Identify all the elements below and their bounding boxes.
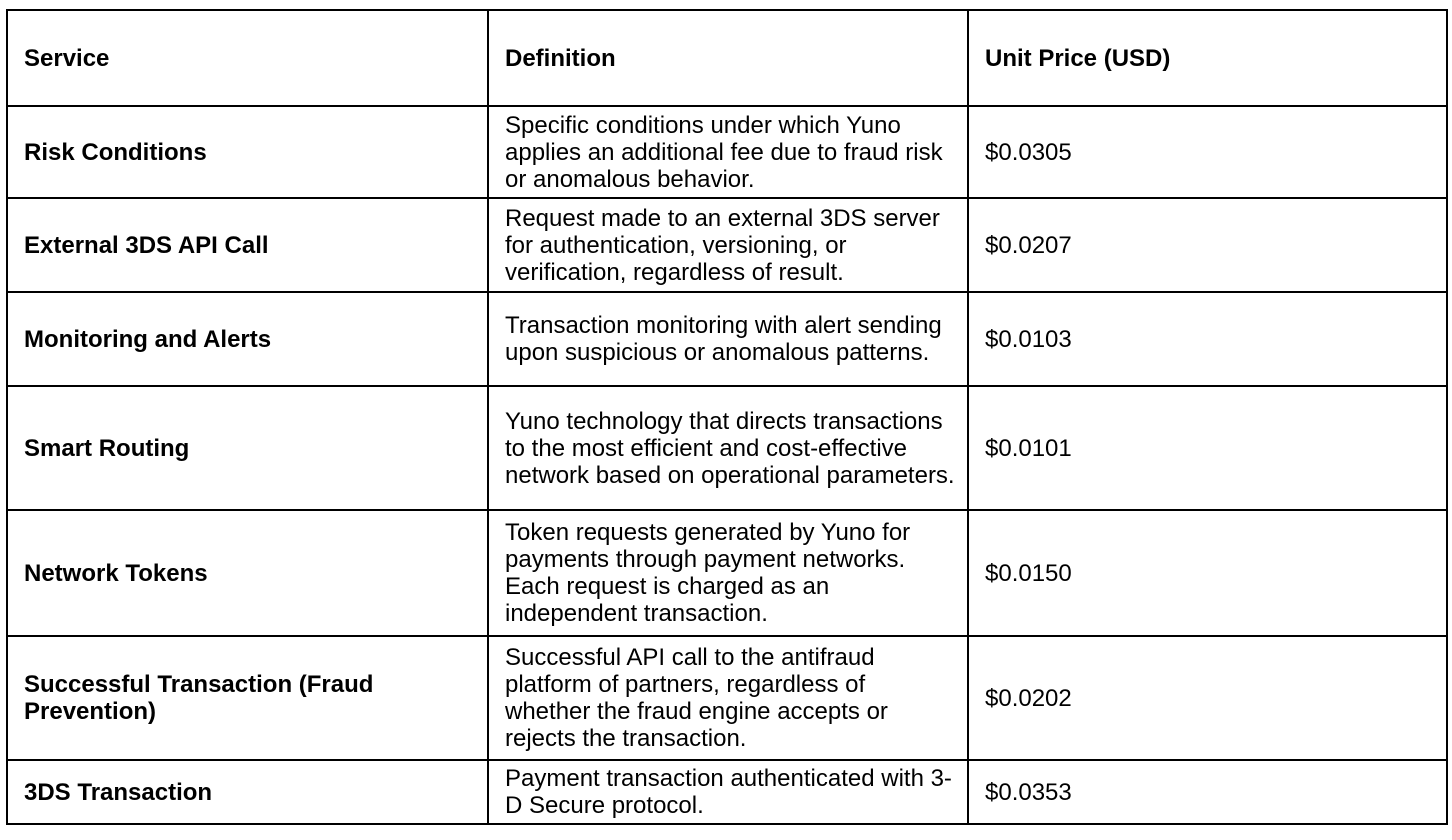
service-definition: Successful API call to the antifraud platform of partners, regardless of whether the fraud engine accepts or rejects the transaction. <box>488 636 968 760</box>
unit-price: $0.0150 <box>968 510 1447 636</box>
header-service: Service <box>7 10 488 106</box>
service-name: Smart Routing <box>7 386 488 510</box>
table-row <box>7 636 1447 760</box>
unit-price: $0.0207 <box>968 198 1447 292</box>
service-definition: Request made to an external 3DS server for authentication, versioning, or verification, regardless of result. <box>488 198 968 292</box>
unit-price: $0.0103 <box>968 292 1447 386</box>
pricing-table-container <box>6 9 1446 825</box>
table-row <box>7 760 1447 824</box>
service-definition: Payment transaction authenticated with 3-D Secure protocol. <box>488 760 968 824</box>
unit-price: $0.0353 <box>968 760 1447 824</box>
service-name: Monitoring and Alerts <box>7 292 488 386</box>
table-row <box>7 198 1447 292</box>
table-row <box>7 106 1447 198</box>
unit-price: $0.0305 <box>968 106 1447 198</box>
service-name: External 3DS API Call <box>7 198 488 292</box>
table-row <box>7 386 1447 510</box>
service-definition: Token requests generated by Yuno for payments through payment networks. Each request is charged as an independent transaction. <box>488 510 968 636</box>
pricing-table <box>6 9 1448 825</box>
service-definition: Yuno technology that directs transactions to the most efficient and cost-effective network based on operational parameters. <box>488 386 968 510</box>
table-header-row <box>7 10 1447 106</box>
unit-price: $0.0202 <box>968 636 1447 760</box>
table-row <box>7 292 1447 386</box>
service-name: Risk Conditions <box>7 106 488 198</box>
header-unit-price: Unit Price (USD) <box>968 10 1447 106</box>
header-definition: Definition <box>488 10 968 106</box>
service-name: Successful Transaction (Fraud Prevention) <box>7 636 488 760</box>
table-row <box>7 510 1447 636</box>
service-definition: Specific conditions under which Yuno applies an additional fee due to fraud risk or anomalous behavior. <box>488 106 968 198</box>
service-definition: Transaction monitoring with alert sending upon suspicious or anomalous patterns. <box>488 292 968 386</box>
unit-price: $0.0101 <box>968 386 1447 510</box>
service-name: 3DS Transaction <box>7 760 488 824</box>
service-name: Network Tokens <box>7 510 488 636</box>
